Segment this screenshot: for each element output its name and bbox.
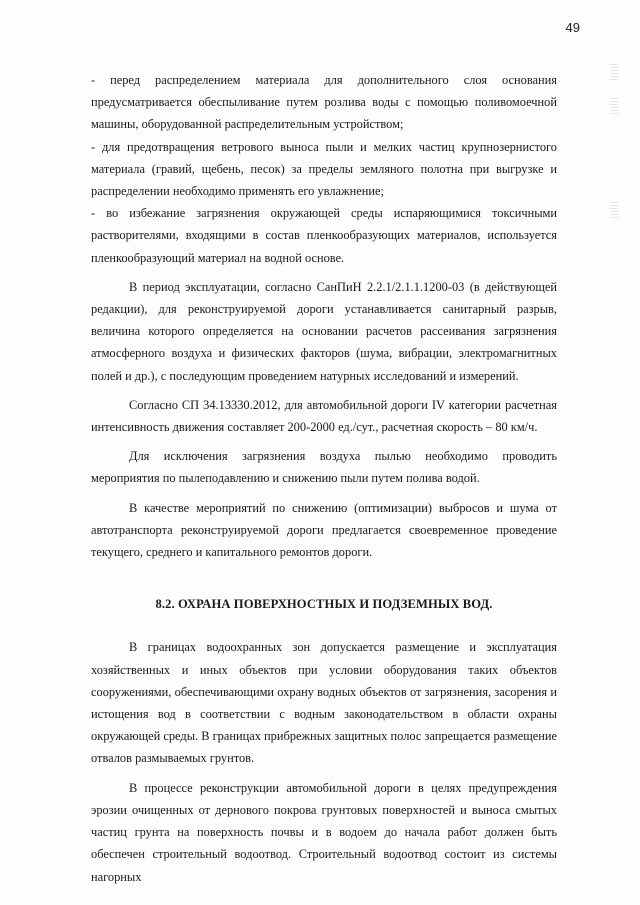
paragraph-dust-measures: Для исключения загрязнения воздуха пылью необходимо проводить мероприятия по пылеподавлению и снижению пыли путем полива водой. [91, 449, 557, 486]
bullet-paragraph-solvent-protection: - во избежание загрязнения окружающей среды испаряющимися токсичными растворителями, входящими в состав пленкообразующих материалов, используется пленкообразующий материал на водной основе. [91, 206, 557, 265]
section-title: 8.2. ОХРАНА ПОВЕРХНОСТНЫХ И ПОДЗЕМНЫХ ВОД. [155, 597, 493, 612]
document-body [91, 69, 557, 888]
paragraph-operation-period: В период эксплуатации, согласно СанПиН 2.2.1/2.1.1.1200-03 (в действующей редакции), для реконструируемой дороги устанавливается санитарный разрыв, величина которого определяется на основании расчетов рассеивания загрязнения атмосферного воздуха и физических факторов (шума, вибрации, электромагнитных полей и др.), с последующим проведением натурных исследований и измерений. [91, 279, 557, 383]
paragraph-construction-drainage: В процессе реконструкции автомобильной дороги в целях предупреждения эрозии очищенных от дернового покрова грунтовых поверхностей и выноса смытых частиц грунта на поверхность почвы и в водоем до начала работ должен быть обеспечен строительный водоотвод. Строительный водоотвод состоит из системы нагорных [91, 780, 557, 884]
scan-artifact [610, 96, 618, 114]
paragraph-emission-measures: В качестве мероприятий по снижению (оптимизации) выбросов и шума от автотранспорта реконструируемой дороги предлагается своевременное проведение текущего, среднего и капитального ремонтов дороги. [91, 500, 557, 560]
scan-artifact [610, 62, 618, 80]
bullet-paragraph-wind-protection: - для предотвращения ветрового выноса пыли и мелких частиц крупнозернистого материала (гравий, щебень, песок) за пределы земляного полотна при выгрузке и распределении необходимо применять его увлажнение; [91, 139, 557, 199]
paragraph-water-protection-zones: В границах водоохранных зон допускается размещение и эксплуатация хозяйственных и иных объектов при условии оборудования таких объектов сооружениями, обеспечивающими охрану водных объектов от загрязнения, засорения и истощения вод в соответствии с водным законодательством в области охраны окружающей среды. В границах прибрежных защитных полос запрещается размещение отвалов размываемых грунтов. [91, 640, 558, 766]
page-number: 49 [565, 20, 580, 35]
paragraph-traffic-intensity: Согласно СП 34.13330.2012, для автомобильной дороги IV категории расчетная интенсивность движения составляет 200-2000 ед./сут., расчетная скорость – 80 км/ч. [91, 397, 557, 435]
scan-artifact [610, 200, 618, 218]
bullet-paragraph-dust-suppression: - перед распределением материала для дополнительного слоя основания предусматривается обеспыливание путем розлива воды с помощью поливомоечной машины, оборудованной распределительным устройством; [91, 73, 557, 132]
